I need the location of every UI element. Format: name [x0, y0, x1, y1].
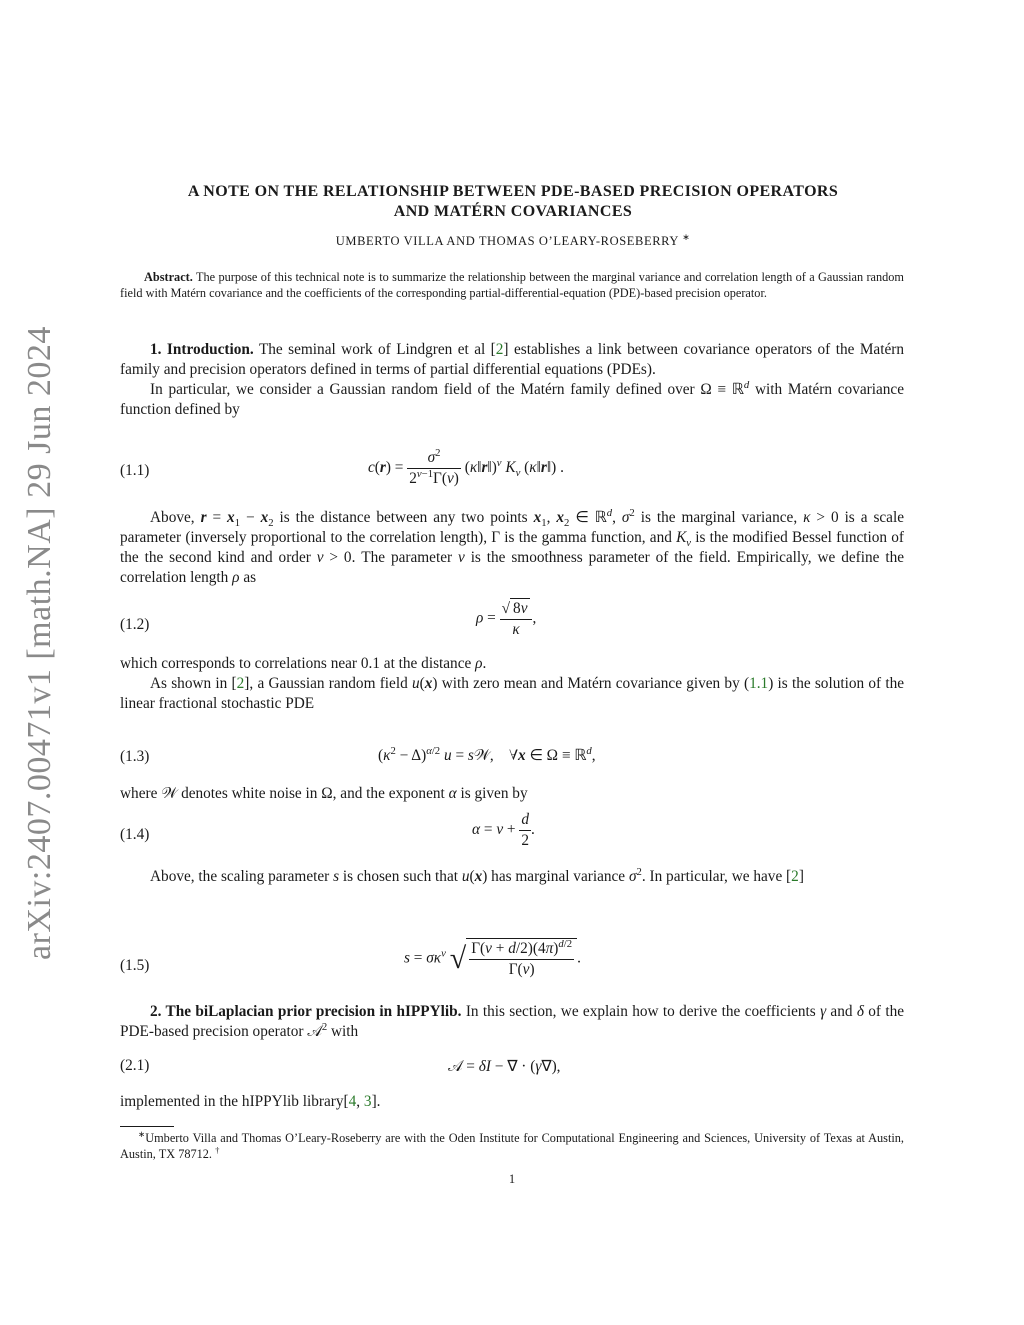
abstract-text: The purpose of this technical note is to summarize the relationship between the marginal variance and correlation length of a Gaussian random field with Matérn covariance and the coefficients of the corresponding partial-differential-equation (PDE)-based precision operator.: [120, 270, 905, 300]
equation-number: (2.1): [120, 1057, 150, 1074]
paragraph-spde: As shown in [2], a Gaussian random field u(x) with zero mean and Matérn covariance given by (1.1) is the solution of the linear fractional stochastic PDE: [120, 675, 905, 712]
intro-paragraph-2: In particular, we consider a Gaussian random field of the Matérn family defined over Ω ≡ ℝ$^d$ with Matérn covariance function defined by: [120, 378, 904, 418]
equation-number: (1.5): [120, 957, 150, 974]
equation-number: (1.2): [120, 616, 150, 633]
equation-reference-link[interactable]: 1.1: [749, 675, 769, 692]
equation-1-1: c(r) = $\frac{\sigma^2}{2^{\nu-1}\Gamma(\nu)}$ (κ‖r‖)$^\nu$ $K_\nu$ (κ‖r‖) .: [368, 446, 564, 487]
footnote-text: Umberto Villa and Thomas O’Leary-Roseberry are with the Oden Institute for Computational Engineering and Sciences, University of Texas at Austin, Austin, TX 78712.: [120, 1131, 904, 1161]
equation-2-1: 𝒜 = δI − ∇ · (γ∇),: [448, 1058, 561, 1075]
paragraph-scaling: Above, the scaling parameter s is chosen such that u(x) has marginal variance $\sigma^2$. In particular, we have [2]: [150, 865, 804, 885]
title-line-1: A NOTE ON THE RELATIONSHIP BETWEEN PDE-BASED PRECISION OPERATORS: [187, 183, 839, 200]
abstract-label: Abstract.: [144, 270, 193, 284]
abstract: [120, 269, 904, 301]
author-names: UMBERTO VILLA AND THOMAS O’LEARY-ROSEBERRY: [335, 234, 679, 248]
paragraph-white-noise: where 𝒲 denotes white noise in Ω, and the exponent α is given by: [120, 785, 528, 802]
citation-link[interactable]: 2: [495, 341, 504, 358]
footnote: [120, 1130, 904, 1162]
equation-1-4: α = ν + $\frac{d}{2}$ .: [472, 811, 535, 849]
paragraph-correlation: which corresponds to correlations near 0.1 at the distance ρ.: [120, 655, 487, 672]
footnote-mark: ∗: [138, 1128, 146, 1139]
equation-number: (1.4): [120, 826, 150, 843]
arxiv-stamp: [16, 326, 64, 960]
section-2-paragraph: 2. The biLaplacian prior precision in hIPPYlib. In this section, we explain how to derive the coefficients γ and δ of the PDE-based precision operator 𝒜$^2$ with: [120, 1003, 905, 1040]
section-2-heading: 2. The biLaplacian prior precision in hIPPYlib.: [150, 1003, 462, 1020]
paragraph-implementation: implemented in the hIPPYlib library[4, 3].: [120, 1093, 381, 1110]
citation-link[interactable]: 2: [791, 868, 799, 885]
equation-number: (1.1): [120, 462, 150, 479]
citation-link[interactable]: 3: [363, 1093, 372, 1110]
footnote-dagger: †: [215, 1144, 220, 1155]
equation-1-5: $s = \sigma\kappa^\nu$ √ $\frac{\Gamma(\nu + d/2)(4\pi)^{d/2}}{\Gamma(\nu)}$ .: [404, 937, 581, 978]
title-line-2: AND MATÉRN COVARIANCES: [393, 203, 633, 220]
equation-number: (1.3): [120, 748, 150, 765]
page-number: 1: [508, 1172, 516, 1186]
footnote-rule: [120, 1126, 174, 1127]
citation-link[interactable]: 4: [348, 1093, 357, 1110]
equation-1-2: ρ = $\frac{√ 8\nu}{\kappa}$ ,: [476, 600, 537, 638]
author-footnote-mark: ∗: [682, 231, 691, 242]
intro-paragraph-1: 1. Introduction. The seminal work of Lindgren et al [2] establishes a link between covariance operators of the Matérn family and precision operators defined in terms of partial differential equations (PDEs).: [120, 341, 904, 378]
equation-1-3: $(\kappa^2 - \Delta)^{\alpha/2}$ u = s𝒲, ∀x ∈ Ω ≡ ℝ$^d$,: [378, 744, 596, 764]
citation-link[interactable]: 2: [236, 675, 245, 692]
authors: [110, 231, 916, 249]
paragraph-definitions: Above, $r = x_1 - x_2$ is the distance between any two points $x_1$, $x_2$ ∈ ℝ$^d$, $\sigma^2$ is the marginal variance, κ > 0 is a scale parameter (inversely proportional to the correlation length), Γ is the gamma function, and $K_\nu$ is the modified Bessel function of the the second kind and order ν > 0. The parameter ν is the smoothness parameter of the field. Empirically, we define the correlation length ρ as: [120, 506, 905, 586]
section-1-heading: 1. Introduction.: [150, 341, 254, 358]
paper-title: [110, 182, 916, 222]
arxiv-stamp-text: arXiv:2407.00471v1 [math.NA] 29 Jun 2024: [21, 326, 58, 960]
